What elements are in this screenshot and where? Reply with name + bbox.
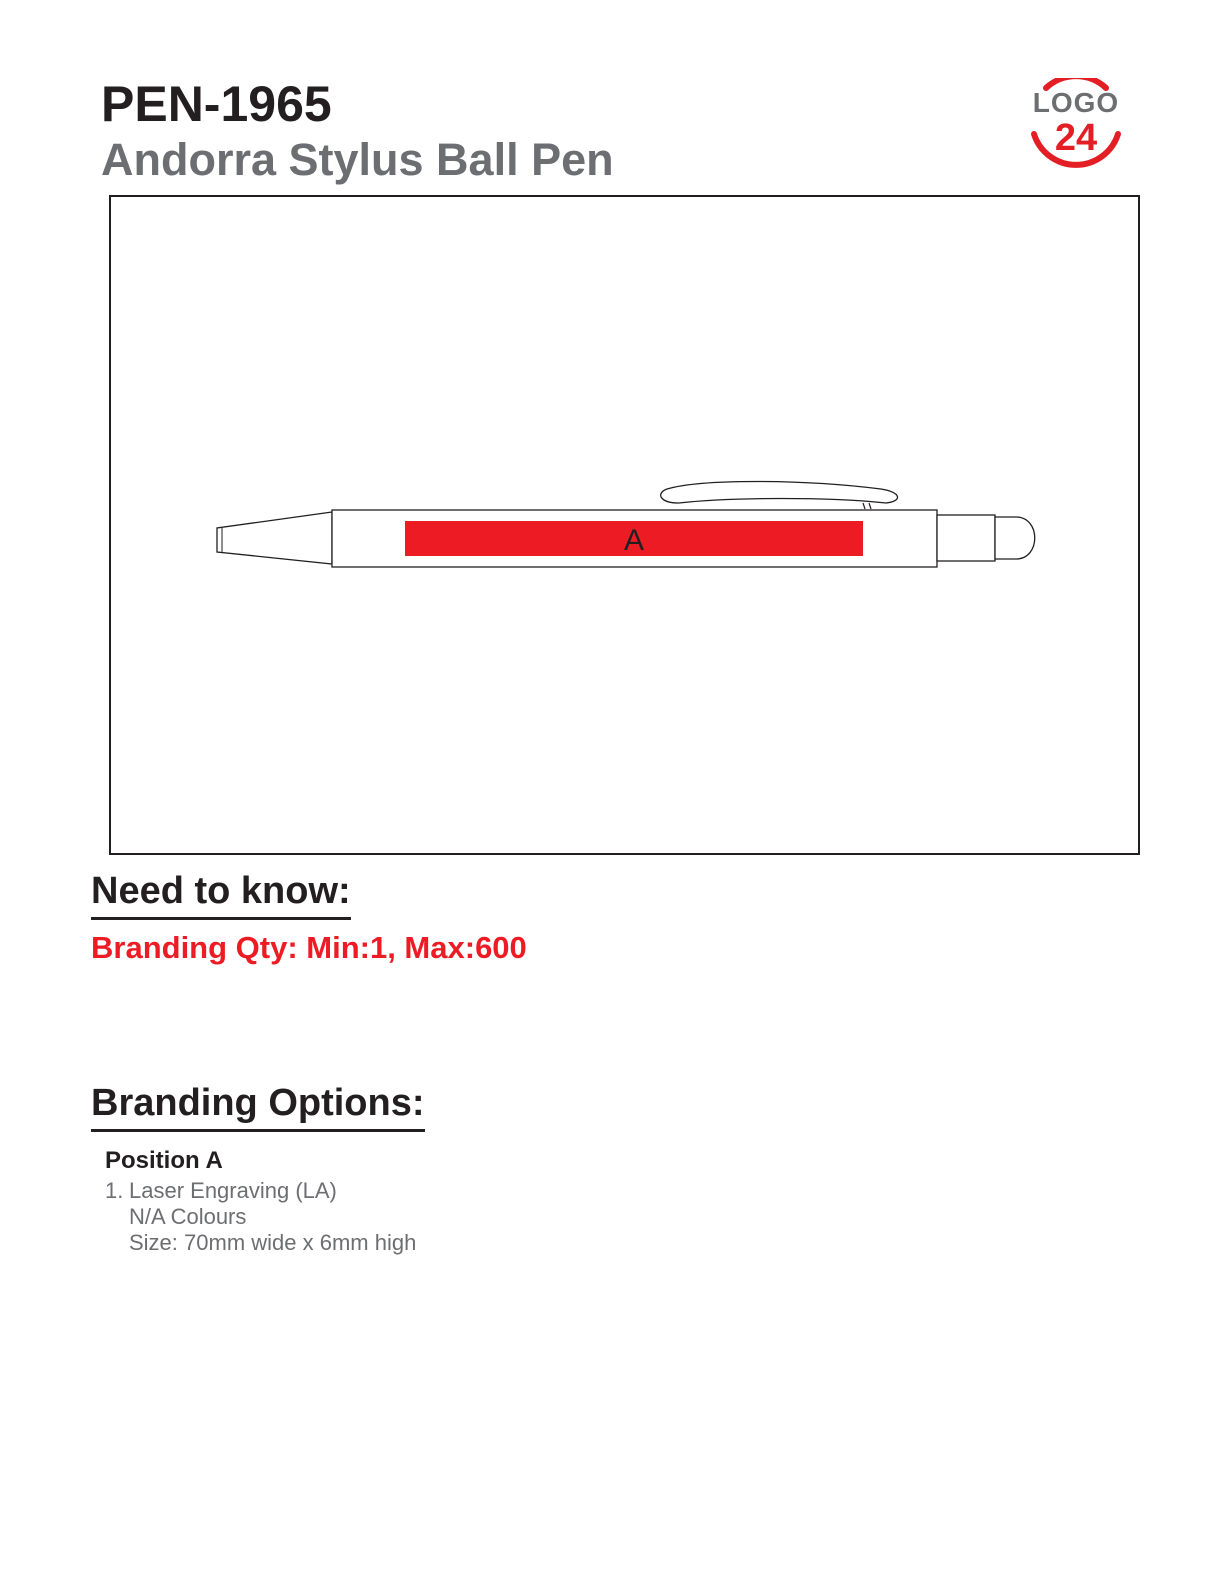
- need-to-know-heading: Need to know:: [91, 868, 351, 920]
- list-item: [105, 1178, 416, 1256]
- stylus-tip: [995, 517, 1035, 559]
- logo-number: 24: [1054, 117, 1098, 159]
- product-name: Andorra Stylus Ball Pen: [101, 134, 614, 185]
- option-number: 1.: [105, 1178, 124, 1203]
- logo-word: LOGO: [1032, 87, 1120, 118]
- position-a-title: Position A: [105, 1147, 223, 1174]
- branding-options-heading: Branding Options:: [91, 1080, 425, 1132]
- brand-logo: [1024, 78, 1128, 172]
- branding-qty: Branding Qty: Min:1, Max:600: [91, 930, 527, 965]
- branding-option-list: [105, 1178, 416, 1256]
- product-image-frame: [109, 195, 1140, 855]
- pen-tip: [217, 512, 332, 564]
- option-size: Size: 70mm wide x 6mm high: [129, 1230, 417, 1255]
- branding-area-label: A: [623, 524, 645, 557]
- product-code: PEN-1965: [101, 76, 332, 132]
- pen-clip: [661, 482, 898, 504]
- pen-end-cap: [937, 515, 995, 561]
- option-method: Laser Engraving (LA): [129, 1178, 337, 1203]
- pen-drawing: [111, 197, 1138, 853]
- option-colours: N/A Colours: [129, 1204, 247, 1229]
